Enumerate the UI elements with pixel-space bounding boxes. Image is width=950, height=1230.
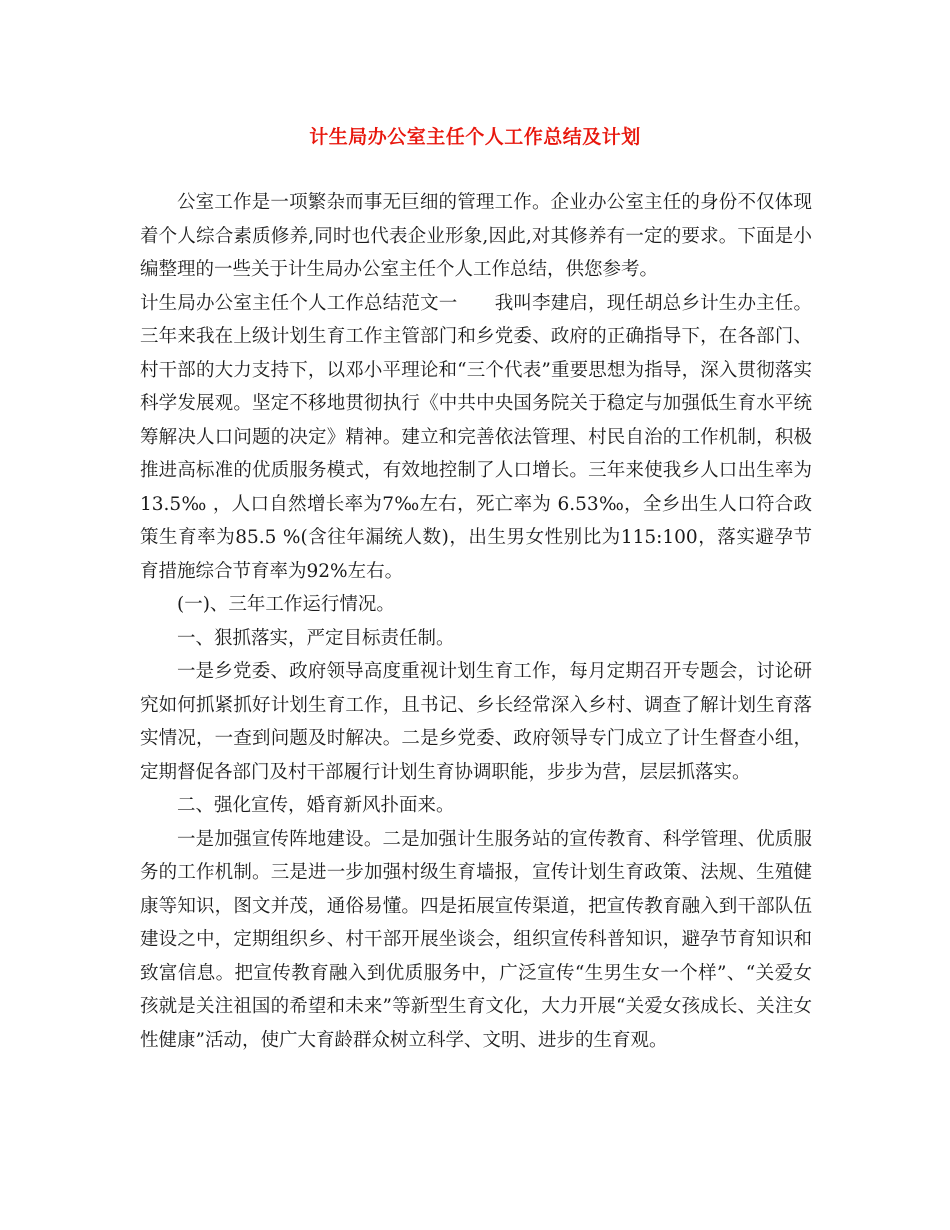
section-heading-operations: (一)、三年工作运行情况。 xyxy=(177,594,395,615)
document-body xyxy=(140,186,812,1057)
paragraph-summary: 计生局办公室主任个人工作总结范文一 我叫李建启，现任胡总乡计生办主任。三年来我在上级计划生育工作主管部门和乡党委、政府的正确指导下，在各部门、村干部的大力支持下，以邓小平理论和“三个代表”重要思想为指导，深入贯彻落实科学发展观。坚定不移地贯彻执行《中共中央国务院关于稳定与加强低生育水平统筹解决人口问题的决定》精神。建立和完善依法管理、村民自治的工作机制，积极推进高标准的优质服务模式，有效地控制了人口增长。三年来使我乡人口出生率为 13.5‰ ，人口自然增长率为7‰左右，死亡率为 6.53‰，全乡出生人口符合政策生育率为85.5 %(含往年漏统人数)，出生男女性别比为115:100，落实避孕节育措施综合节育率为92%左右。 xyxy=(140,292,812,582)
subheading-publicity: 二、强化宣传，婚育新风扑面来。 xyxy=(177,795,455,816)
document-title: 计生局办公室主任个人工作总结及计划 xyxy=(309,126,641,148)
paragraph-intro: 公室工作是一项繁杂而事无巨细的管理工作。企业办公室主任的身份不仅体现着个人综合素质修养,同时也代表企业形象,因此,对其修养有一定的要求。下面是小编整理的一些关于计生局办公室主任个人工作总结，供您参考。 xyxy=(140,192,812,280)
subheading-responsibility: 一、狠抓落实，严定目标责任制。 xyxy=(177,627,455,649)
paragraph-responsibility: 一是乡党委、政府领导高度重视计划生育工作，每月定期召开专题会，讨论研究如何抓紧抓好计划生育工作，且书记、乡长经常深入乡村、调查了解计划生育落实情况，一查到问题及时解决。二是乡党委、政府领导专门成立了计生督查小组，定期督促各部门及村干部履行计划生育协调职能，步步为营，层层抓落实。 xyxy=(140,661,812,783)
paragraph-publicity: 一是加强宣传阵地建设。二是加强计生服务站的宣传教育、科学管理、优质服务的工作机制。三是进一步加强村级生育墙报，宣传计划生育政策、法规、生殖健康等知识，图文并茂，通俗易懂。四是拓展宣传渠道，把宣传教育融入到干部队伍建设之中，定期组织乡、村干部开展坐谈会，组织宣传科普知识，避孕节育知识和致富信息。把宣传教育融入到优质服务中，广泛宣传“生男生女一个样”、“关爱女孩就是关注祖国的希望和未来”等新型生育文化，大力开展“关爱女孩成长、关注女性健康”活动，使广大育龄群众树立科学、文明、进步的生育观。 xyxy=(140,828,812,1051)
